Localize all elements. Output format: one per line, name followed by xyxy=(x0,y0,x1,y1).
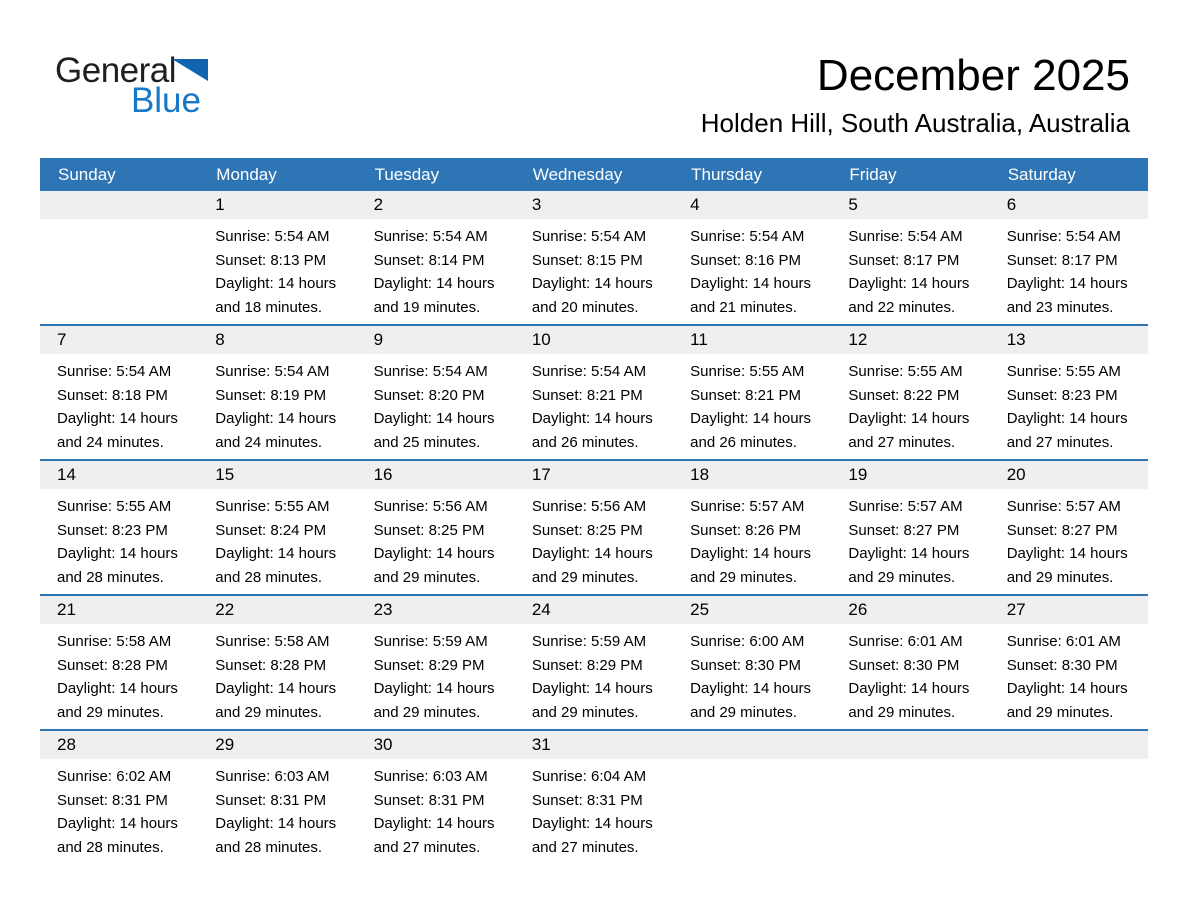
daylight-text-line2: and 29 minutes. xyxy=(531,703,639,721)
sunset-text: Sunset: 8:22 PM xyxy=(848,386,960,404)
sunrise-text: Sunrise: 5:54 AM xyxy=(848,228,963,245)
sunrise-text: Sunrise: 5:54 AM xyxy=(373,228,488,245)
general-blue-logo xyxy=(55,52,205,118)
day-number-band xyxy=(673,461,831,489)
daylight-text-line2: and 29 minutes. xyxy=(848,568,956,586)
day-number: 26 xyxy=(848,600,868,619)
day-number-band xyxy=(990,326,1148,354)
day-number: 6 xyxy=(1006,195,1017,214)
day-cell-4 xyxy=(673,191,831,324)
day-cell-26 xyxy=(831,596,989,729)
sunset-text: Sunset: 8:17 PM xyxy=(1006,251,1118,269)
day-number: 30 xyxy=(373,735,393,754)
day-number-band xyxy=(515,731,673,759)
day-cell-8 xyxy=(198,326,356,459)
sunset-text: Sunset: 8:27 PM xyxy=(1006,521,1118,539)
day-number-band xyxy=(515,596,673,624)
day-number-band xyxy=(515,461,673,489)
sunset-text: Sunset: 8:31 PM xyxy=(531,791,643,809)
sunrise-text: Sunrise: 5:56 AM xyxy=(373,498,488,515)
day-details xyxy=(831,624,989,724)
sunrise-text: Sunrise: 5:58 AM xyxy=(215,633,330,650)
sunset-text: Sunset: 8:18 PM xyxy=(57,386,168,404)
day-details xyxy=(40,759,198,859)
day-number: 3 xyxy=(531,195,542,214)
day-number-band xyxy=(673,191,831,219)
weekday-sunday: Sunday xyxy=(58,164,116,184)
sunset-text: Sunset: 8:30 PM xyxy=(690,656,802,674)
day-cell-30 xyxy=(357,731,515,864)
sunset-text: Sunset: 8:20 PM xyxy=(373,386,485,404)
sunset-text: Sunset: 8:31 PM xyxy=(215,791,327,809)
day-details xyxy=(198,489,356,589)
day-details xyxy=(357,219,515,319)
day-details xyxy=(515,624,673,724)
sunrise-text: Sunrise: 5:55 AM xyxy=(57,498,172,515)
day-number-band xyxy=(990,731,1148,759)
daylight-text-line1: Daylight: 14 hours xyxy=(848,275,970,292)
day-cell-6 xyxy=(990,191,1148,324)
day-number-band xyxy=(40,191,198,219)
sunrise-text: Sunrise: 5:59 AM xyxy=(373,633,488,650)
sunrise-text: Sunrise: 5:57 AM xyxy=(690,498,805,515)
day-details xyxy=(673,489,831,589)
sunset-text: Sunset: 8:31 PM xyxy=(57,791,168,809)
daylight-text-line1: Daylight: 14 hours xyxy=(215,275,337,292)
sunrise-text: Sunrise: 5:55 AM xyxy=(215,498,330,515)
day-number: 23 xyxy=(373,600,393,619)
day-number: 4 xyxy=(690,195,700,214)
day-details xyxy=(357,489,515,589)
daylight-text-line1: Daylight: 14 hours xyxy=(215,680,337,697)
day-number-band xyxy=(990,191,1148,219)
sunset-text: Sunset: 8:27 PM xyxy=(848,521,960,539)
daylight-text-line1: Daylight: 14 hours xyxy=(1006,275,1128,292)
day-number: 9 xyxy=(373,330,384,349)
daylight-text-line1: Daylight: 14 hours xyxy=(531,815,653,832)
day-details xyxy=(198,219,356,319)
day-details xyxy=(673,624,831,724)
day-number-band xyxy=(198,326,356,354)
day-details xyxy=(357,759,515,859)
day-details xyxy=(990,624,1148,724)
sunrise-text: Sunrise: 6:01 AM xyxy=(1006,633,1121,650)
daylight-text-line1: Daylight: 14 hours xyxy=(690,275,812,292)
day-cell-17 xyxy=(515,461,673,594)
daylight-text-line1: Daylight: 14 hours xyxy=(848,545,970,562)
weekday-tuesday: Tuesday xyxy=(374,164,440,184)
day-details xyxy=(990,489,1148,589)
sunrise-text: Sunrise: 5:54 AM xyxy=(215,363,330,380)
day-cell-20 xyxy=(990,461,1148,594)
calendar-grid xyxy=(40,158,1148,864)
calendar-weeks xyxy=(40,191,1148,864)
sunrise-text: Sunrise: 5:56 AM xyxy=(531,498,647,515)
daylight-text-line2: and 29 minutes. xyxy=(531,568,639,586)
day-number: 13 xyxy=(1006,330,1026,349)
day-number-band xyxy=(831,191,989,219)
sunset-text: Sunset: 8:30 PM xyxy=(848,656,960,674)
day-number-band xyxy=(40,461,198,489)
day-number: 21 xyxy=(57,600,76,619)
sunrise-text: Sunrise: 5:54 AM xyxy=(531,363,647,380)
day-number-band xyxy=(357,596,515,624)
daylight-text-line1: Daylight: 14 hours xyxy=(57,545,178,562)
daylight-text-line2: and 29 minutes. xyxy=(1006,703,1114,721)
day-number-band xyxy=(831,326,989,354)
day-number: 2 xyxy=(373,195,384,214)
sunset-text: Sunset: 8:26 PM xyxy=(690,521,802,539)
sunrise-text: Sunrise: 5:54 AM xyxy=(373,363,488,380)
daylight-text-line1: Daylight: 14 hours xyxy=(531,275,653,292)
daylight-text-line2: and 27 minutes. xyxy=(848,433,956,451)
day-details xyxy=(357,354,515,454)
daylight-text-line2: and 27 minutes. xyxy=(531,838,639,856)
day-number-band xyxy=(198,596,356,624)
day-cell-13 xyxy=(990,326,1148,459)
daylight-text-line1: Daylight: 14 hours xyxy=(1006,680,1128,697)
sunset-text: Sunset: 8:14 PM xyxy=(373,251,485,269)
day-number: 11 xyxy=(690,330,708,349)
day-cell-10 xyxy=(515,326,673,459)
daylight-text-line2: and 21 minutes. xyxy=(690,298,797,316)
daylight-text-line1: Daylight: 14 hours xyxy=(215,815,337,832)
daylight-text-line2: and 18 minutes. xyxy=(215,298,323,316)
day-cell-19 xyxy=(831,461,989,594)
daylight-text-line1: Daylight: 14 hours xyxy=(531,680,653,697)
daylight-text-line2: and 25 minutes. xyxy=(373,433,481,451)
daylight-text-line2: and 29 minutes. xyxy=(690,568,797,586)
sunrise-text: Sunrise: 5:55 AM xyxy=(1006,363,1121,380)
daylight-text-line2: and 24 minutes. xyxy=(215,433,323,451)
day-cell-31 xyxy=(515,731,673,864)
daylight-text-line2: and 26 minutes. xyxy=(690,433,797,451)
sunset-text: Sunset: 8:23 PM xyxy=(57,521,168,539)
weekday-header-row xyxy=(40,158,1148,191)
daylight-text-line1: Daylight: 14 hours xyxy=(57,680,178,697)
day-details xyxy=(515,354,673,454)
day-number: 12 xyxy=(848,330,868,349)
daylight-text-line1: Daylight: 14 hours xyxy=(1006,410,1128,427)
sunrise-text: Sunrise: 6:03 AM xyxy=(215,768,330,785)
daylight-text-line2: and 29 minutes. xyxy=(1006,568,1114,586)
sunset-text: Sunset: 8:21 PM xyxy=(531,386,643,404)
day-number: 27 xyxy=(1006,600,1026,619)
day-number: 31 xyxy=(531,735,551,754)
sunset-text: Sunset: 8:31 PM xyxy=(373,791,485,809)
day-cell-21 xyxy=(40,596,198,729)
daylight-text-line2: and 29 minutes. xyxy=(373,568,481,586)
day-details xyxy=(40,354,198,454)
day-number-band xyxy=(831,461,989,489)
day-cell-16 xyxy=(357,461,515,594)
sunrise-text: Sunrise: 6:03 AM xyxy=(373,768,488,785)
day-cell-2 xyxy=(357,191,515,324)
day-number: 22 xyxy=(215,600,235,619)
daylight-text-line2: and 28 minutes. xyxy=(215,838,323,856)
day-number-band xyxy=(831,731,989,759)
daylight-text-line1: Daylight: 14 hours xyxy=(373,815,495,832)
daylight-text-line2: and 27 minutes. xyxy=(1006,433,1114,451)
daylight-text-line1: Daylight: 14 hours xyxy=(848,410,970,427)
calendar-title-block xyxy=(701,52,1130,138)
day-cell-29 xyxy=(198,731,356,864)
daylight-text-line2: and 29 minutes. xyxy=(690,703,797,721)
daylight-text-line1: Daylight: 14 hours xyxy=(215,545,337,562)
day-details xyxy=(198,624,356,724)
day-details xyxy=(831,354,989,454)
sunrise-text: Sunrise: 5:59 AM xyxy=(531,633,647,650)
day-number: 20 xyxy=(1006,465,1026,484)
weekday-thursday: Thursday xyxy=(691,164,763,184)
day-number-band xyxy=(990,596,1148,624)
day-cell-7 xyxy=(40,326,198,459)
day-number-band xyxy=(673,326,831,354)
daylight-text-line2: and 28 minutes. xyxy=(57,568,164,586)
page-title: December 2025 xyxy=(816,51,1130,100)
week-row xyxy=(40,729,1148,864)
sunset-text: Sunset: 8:29 PM xyxy=(373,656,485,674)
sunrise-text: Sunrise: 5:54 AM xyxy=(531,228,647,245)
daylight-text-line1: Daylight: 14 hours xyxy=(215,410,337,427)
logo-text-general: General xyxy=(55,51,177,90)
day-number-band xyxy=(40,596,198,624)
daylight-text-line1: Daylight: 14 hours xyxy=(57,815,178,832)
day-number: 7 xyxy=(57,330,67,349)
day-number: 19 xyxy=(848,465,868,484)
day-number: 14 xyxy=(57,465,76,484)
daylight-text-line2: and 20 minutes. xyxy=(531,298,639,316)
daylight-text-line1: Daylight: 14 hours xyxy=(690,680,812,697)
day-cell-14 xyxy=(40,461,198,594)
sunset-text: Sunset: 8:15 PM xyxy=(531,251,643,269)
weekday-saturday: Saturday xyxy=(1007,164,1076,184)
daylight-text-line1: Daylight: 14 hours xyxy=(848,680,970,697)
sunrise-text: Sunrise: 5:54 AM xyxy=(57,363,172,380)
daylight-text-line2: and 22 minutes. xyxy=(848,298,956,316)
day-cell-22 xyxy=(198,596,356,729)
day-cell-23 xyxy=(357,596,515,729)
weekday-wednesday: Wednesday xyxy=(532,164,623,184)
logo-text-blue: Blue xyxy=(130,81,201,120)
day-cell-1 xyxy=(198,191,356,324)
daylight-text-line2: and 26 minutes. xyxy=(531,433,639,451)
day-number-band xyxy=(198,191,356,219)
day-number-band xyxy=(357,191,515,219)
day-details xyxy=(990,354,1148,454)
day-number: 16 xyxy=(373,465,393,484)
day-cell-24 xyxy=(515,596,673,729)
day-cell-28 xyxy=(40,731,198,864)
sunrise-text: Sunrise: 6:01 AM xyxy=(848,633,963,650)
sunrise-text: Sunrise: 5:55 AM xyxy=(848,363,963,380)
day-number: 24 xyxy=(531,600,551,619)
daylight-text-line1: Daylight: 14 hours xyxy=(531,410,653,427)
day-details xyxy=(515,219,673,319)
daylight-text-line2: and 29 minutes. xyxy=(373,703,481,721)
day-number-band xyxy=(673,596,831,624)
sunrise-text: Sunrise: 5:57 AM xyxy=(848,498,963,515)
sunset-text: Sunset: 8:16 PM xyxy=(690,251,802,269)
daylight-text-line2: and 24 minutes. xyxy=(57,433,164,451)
day-cell-12 xyxy=(831,326,989,459)
sunset-text: Sunset: 8:29 PM xyxy=(531,656,643,674)
daylight-text-line2: and 28 minutes. xyxy=(215,568,323,586)
day-number: 5 xyxy=(848,195,858,214)
sunrise-text: Sunrise: 6:02 AM xyxy=(57,768,172,785)
day-details xyxy=(515,759,673,859)
day-number: 8 xyxy=(215,330,225,349)
sunrise-text: Sunrise: 5:57 AM xyxy=(1006,498,1121,515)
day-cell-5 xyxy=(831,191,989,324)
day-number: 18 xyxy=(690,465,710,484)
empty-day-cell xyxy=(673,731,831,864)
daylight-text-line1: Daylight: 14 hours xyxy=(373,275,495,292)
daylight-text-line1: Daylight: 14 hours xyxy=(690,410,812,427)
day-number: 25 xyxy=(690,600,710,619)
daylight-text-line2: and 23 minutes. xyxy=(1006,298,1114,316)
weekday-monday: Monday xyxy=(216,164,277,184)
sunset-text: Sunset: 8:23 PM xyxy=(1006,386,1118,404)
day-details xyxy=(673,219,831,319)
day-details xyxy=(40,489,198,589)
day-cell-25 xyxy=(673,596,831,729)
week-row xyxy=(40,459,1148,594)
sunset-text: Sunset: 8:28 PM xyxy=(57,656,168,674)
daylight-text-line2: and 29 minutes. xyxy=(848,703,956,721)
daylight-text-line2: and 29 minutes. xyxy=(215,703,323,721)
day-number-band xyxy=(990,461,1148,489)
day-cell-9 xyxy=(357,326,515,459)
sunset-text: Sunset: 8:19 PM xyxy=(215,386,327,404)
day-details xyxy=(198,354,356,454)
daylight-text-line1: Daylight: 14 hours xyxy=(373,545,495,562)
sunrise-text: Sunrise: 6:00 AM xyxy=(690,633,805,650)
week-row xyxy=(40,191,1148,324)
day-number-band xyxy=(831,596,989,624)
day-number-band xyxy=(357,731,515,759)
day-cell-18 xyxy=(673,461,831,594)
daylight-text-line1: Daylight: 14 hours xyxy=(690,545,812,562)
day-number-band xyxy=(198,461,356,489)
daylight-text-line2: and 28 minutes. xyxy=(57,838,164,856)
day-details xyxy=(831,489,989,589)
sunrise-text: Sunrise: 6:04 AM xyxy=(531,768,647,785)
sunrise-text: Sunrise: 5:54 AM xyxy=(215,228,330,245)
daylight-text-line2: and 19 minutes. xyxy=(373,298,481,316)
daylight-text-line1: Daylight: 14 hours xyxy=(531,545,653,562)
day-cell-27 xyxy=(990,596,1148,729)
sunset-text: Sunset: 8:21 PM xyxy=(690,386,802,404)
sunrise-text: Sunrise: 5:58 AM xyxy=(57,633,172,650)
day-cell-11 xyxy=(673,326,831,459)
day-details xyxy=(990,219,1148,319)
daylight-text-line1: Daylight: 14 hours xyxy=(373,410,495,427)
day-number: 29 xyxy=(215,735,235,754)
sunset-text: Sunset: 8:17 PM xyxy=(848,251,960,269)
sunset-text: Sunset: 8:25 PM xyxy=(531,521,643,539)
day-number-band xyxy=(40,326,198,354)
day-details xyxy=(198,759,356,859)
day-details xyxy=(357,624,515,724)
daylight-text-line1: Daylight: 14 hours xyxy=(1006,545,1128,562)
day-number: 15 xyxy=(215,465,235,484)
day-number-band xyxy=(357,326,515,354)
week-row xyxy=(40,324,1148,459)
daylight-text-line2: and 27 minutes. xyxy=(373,838,481,856)
sunrise-text: Sunrise: 5:55 AM xyxy=(690,363,805,380)
sunrise-text: Sunrise: 5:54 AM xyxy=(1006,228,1121,245)
sunset-text: Sunset: 8:30 PM xyxy=(1006,656,1118,674)
sunset-text: Sunset: 8:28 PM xyxy=(215,656,327,674)
day-number-band xyxy=(40,731,198,759)
day-number-band xyxy=(357,461,515,489)
week-row xyxy=(40,594,1148,729)
day-number: 17 xyxy=(531,465,551,484)
sunset-text: Sunset: 8:13 PM xyxy=(215,251,327,269)
weekday-friday: Friday xyxy=(849,164,897,184)
daylight-text-line1: Daylight: 14 hours xyxy=(373,680,495,697)
empty-day-cell xyxy=(40,191,198,324)
daylight-text-line2: and 29 minutes. xyxy=(57,703,164,721)
page-subtitle: Holden Hill, South Australia, Australia xyxy=(700,108,1130,138)
day-details xyxy=(831,219,989,319)
sunset-text: Sunset: 8:25 PM xyxy=(373,521,485,539)
empty-day-cell xyxy=(831,731,989,864)
day-number-band xyxy=(515,191,673,219)
day-details xyxy=(40,624,198,724)
day-number: 1 xyxy=(215,195,225,214)
day-number-band xyxy=(198,731,356,759)
sunrise-text: Sunrise: 5:54 AM xyxy=(690,228,805,245)
day-number: 10 xyxy=(531,330,551,349)
day-number-band xyxy=(515,326,673,354)
day-details xyxy=(515,489,673,589)
day-number-band xyxy=(673,731,831,759)
day-details xyxy=(673,354,831,454)
empty-day-cell xyxy=(990,731,1148,864)
sunset-text: Sunset: 8:24 PM xyxy=(215,521,327,539)
day-cell-15 xyxy=(198,461,356,594)
daylight-text-line1: Daylight: 14 hours xyxy=(57,410,178,427)
day-number: 28 xyxy=(57,735,76,754)
day-cell-3 xyxy=(515,191,673,324)
